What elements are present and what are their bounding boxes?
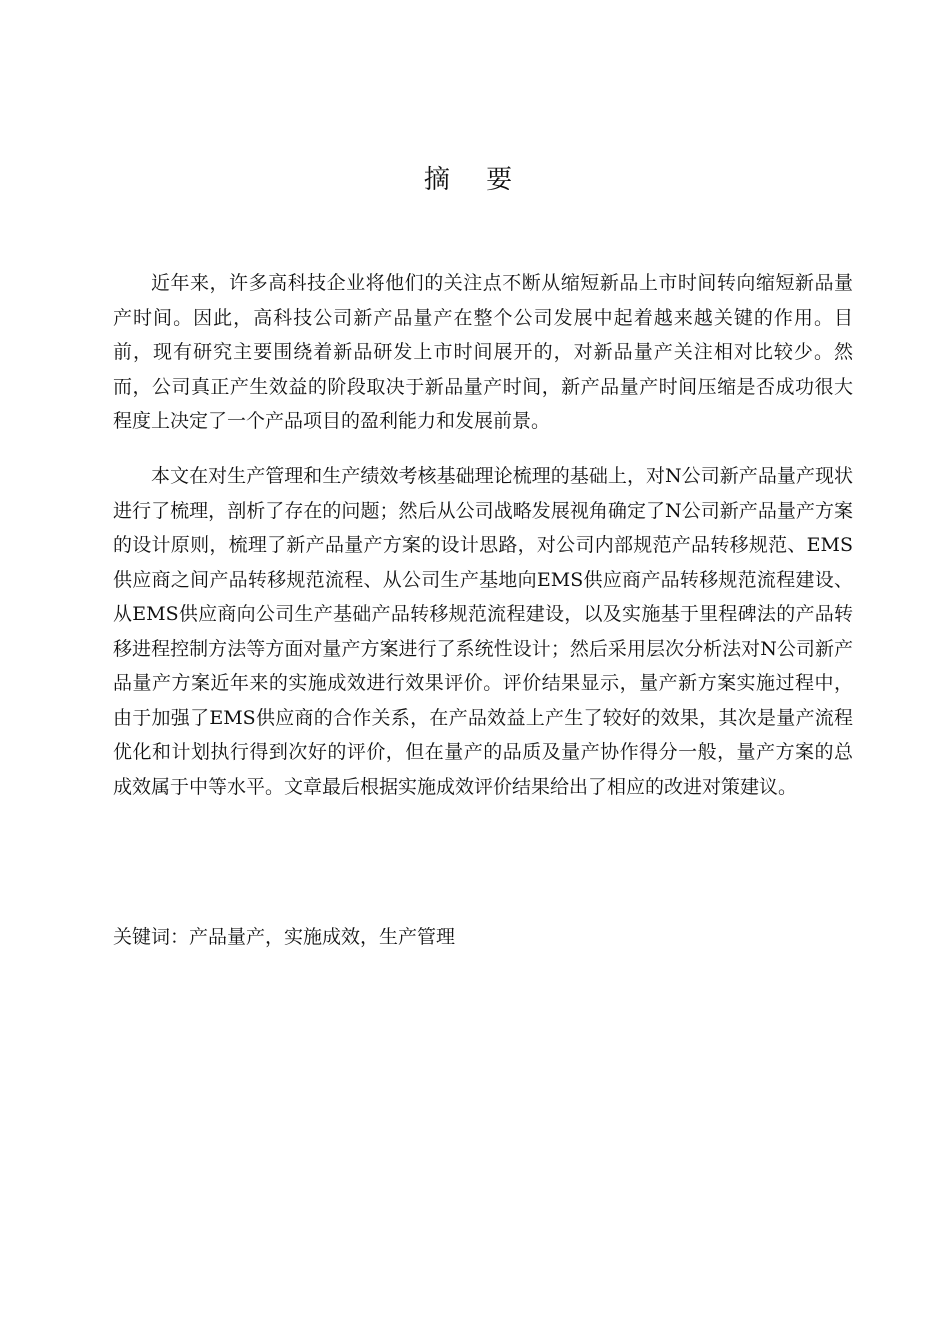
abstract-body-1 — [113, 266, 853, 439]
keywords-line: 关键词：产品量产，实施成效，生产管理 — [113, 926, 456, 948]
abstract-body-2 — [113, 459, 853, 804]
abstract-title: 摘 要 — [423, 165, 527, 195]
paragraph-1: 近年来，许多高科技企业将他们的关注点不断从缩短新品上市时间转向缩短新品量产时间。因此，高科技公司新产品量产在整个公司发展中起着越来越关键的作用。目前，现有研究主要围绕着新品研发上市时间展开的，对新品量产关注相对比较少。然而，公司真正产生效益的阶段取决于新品量产时间，新产品量产时间压缩是否成功很大程度上决定了一个产品项目的盈利能力和发展前景。 — [113, 272, 853, 432]
paragraph-2: 本文在对生产管理和生产绩效考核基础理论梳理的基础上，对N公司新产品量产现状进行了梳理，剖析了存在的问题；然后从公司战略发展视角确定了N公司新产品量产方案的设计原则，梳理了新产品量产方案的设计思路，对公司内部规范产品转移规范、EMS供应商之间产品转移规范流程、从公司生产基地向EMS供应商产品转移规范流程建设、从EMS供应商向公司生产基础产品转移规范流程建设，以及实施基于里程碑法的产品转移进程控制方法等方面对量产方案进行了系统性设计；然后采用层次分析法对N公司新产品量产方案近年来的实施成效进行效果评价。评价结果显示，量产新方案实施过程中，由于加强了EMS供应商的合作关系，在产品效益上产生了较好的效果，其次是量产流程优化和计划执行得到次好的评价，但在量产的品质及量产协作得分一般，量产方案的总成效属于中等水平。文章最后根据实施成效评价结果给出了相应的改进对策建议。 — [113, 465, 853, 798]
